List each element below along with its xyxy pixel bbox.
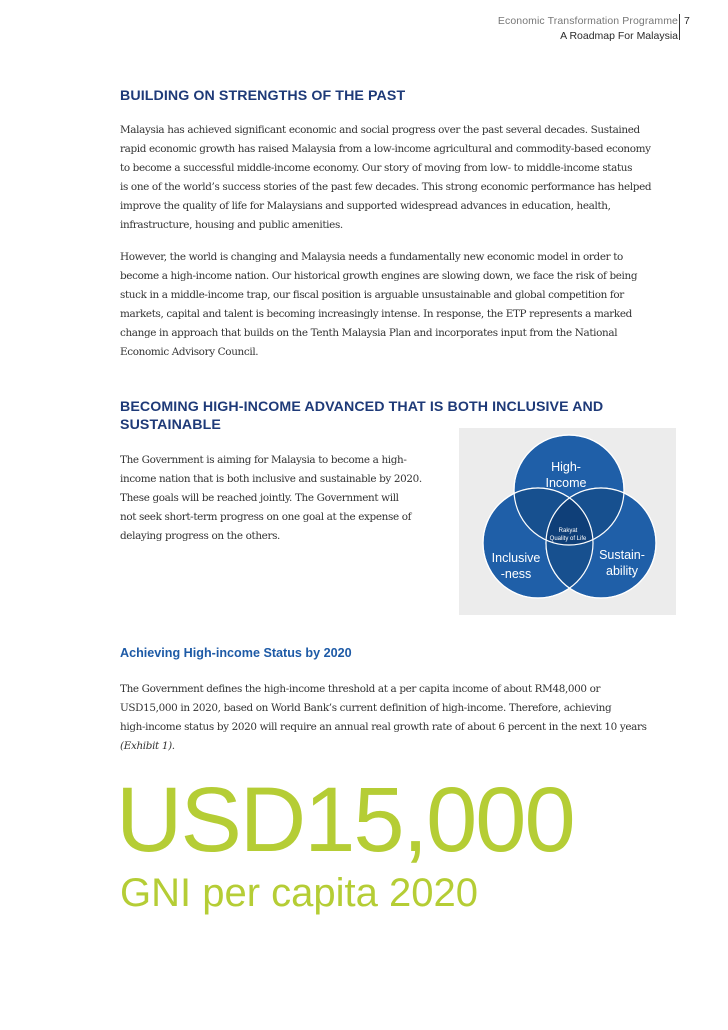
heading-line: SUSTAINABLE [120, 417, 221, 433]
text-line: is one of the world’s success stories of the past few decades. This strong economic performance has helped [120, 180, 652, 193]
text-line: delaying progress on the others. [120, 529, 281, 542]
document-subtitle: A Roadmap For Malaysia [560, 30, 678, 42]
text-line: The Government is aiming for Malaysia to become a high- [120, 454, 407, 466]
subheading-high-income-status: Achieving High-income Status by 2020 [120, 646, 352, 660]
paragraph-high-income-threshold [120, 680, 647, 756]
text-line: Malaysia has achieved significant economic and social progress over the past several decades. Sustained [120, 124, 640, 136]
text-line: high-income status by 2020 will require an annual real growth rate of about 6 percent in the next 10 years [120, 720, 647, 733]
text-line: become a high-income nation. Our historical growth engines are slowing down, we face the risk of being [120, 269, 638, 282]
programme-title: Economic Transformation Programme [497, 15, 678, 27]
heading-line: BECOMING HIGH-INCOME ADVANCED THAT IS BOTH INCLUSIVE AND [120, 399, 604, 415]
text-line: income nation that is both inclusive and sustainable by 2020. [120, 472, 422, 485]
venn-label-ability: ability [606, 564, 638, 578]
text-line: markets, capital and talent is becoming increasingly intense. In response, the ETP represents a marked [120, 307, 632, 320]
page-number: 7 [684, 15, 690, 27]
text-line: infrastructure, housing and public amenities. [120, 218, 343, 231]
text-line: change in approach that builds on the Tenth Malaysia Plan and incorporates input from the National [120, 326, 618, 339]
paragraph-high-income [120, 451, 422, 546]
text-line: improve the quality of life for Malaysians and supported widespread advances in education, health, [120, 199, 611, 212]
venn-diagram [459, 428, 676, 615]
venn-label-quality-of-life: Quality of Life [549, 536, 587, 542]
running-header [498, 14, 678, 44]
highlight-caption: GNI per capita 2020 [120, 871, 478, 915]
header-divider [679, 14, 680, 40]
venn-label-rakyat: Rakyat [558, 528, 578, 534]
section-heading-strengths: BUILDING ON STRENGTHS OF THE PAST [120, 88, 406, 104]
venn-diagram-panel [459, 428, 676, 615]
venn-label-inclusive: Inclusive [491, 551, 541, 565]
venn-label-income: Income [545, 476, 587, 490]
highlight-figure: USD15,000 [116, 769, 574, 871]
text-line: rapid economic growth has raised Malaysia from a low-income agricultural and commodity-based economy [120, 142, 651, 155]
text-line: stuck in a middle-income trap, our fiscal position is arguable unsustainable and global competition for [120, 288, 624, 301]
text-line: These goals will be reached jointly. The Government will [120, 491, 399, 504]
text-line: However, the world is changing and Malaysia needs a fundamentally new economic model in order to [120, 251, 623, 263]
exhibit-reference: (Exhibit 1). [120, 739, 175, 752]
text-line: USD15,000 in 2020, based on World Bank’s current definition of high-income. Therefore, achieving [120, 701, 612, 714]
venn-label-high: High- [551, 460, 581, 474]
text-line: The Government defines the high-income threshold at a per capita income of about RM48,000 or [120, 683, 601, 695]
text-line: Economic Advisory Council. [120, 345, 259, 358]
text-line: to become a successful middle-income economy. Our story of moving from low- to middle-income status [120, 161, 633, 174]
text-line: not seek short-term progress on one goal at the expense of [120, 510, 412, 523]
paragraph-strengths-1 [120, 121, 651, 234]
venn-label-ness: -ness [500, 567, 532, 581]
venn-label-sustain: Sustain- [599, 548, 645, 562]
paragraph-strengths-2 [120, 248, 637, 361]
